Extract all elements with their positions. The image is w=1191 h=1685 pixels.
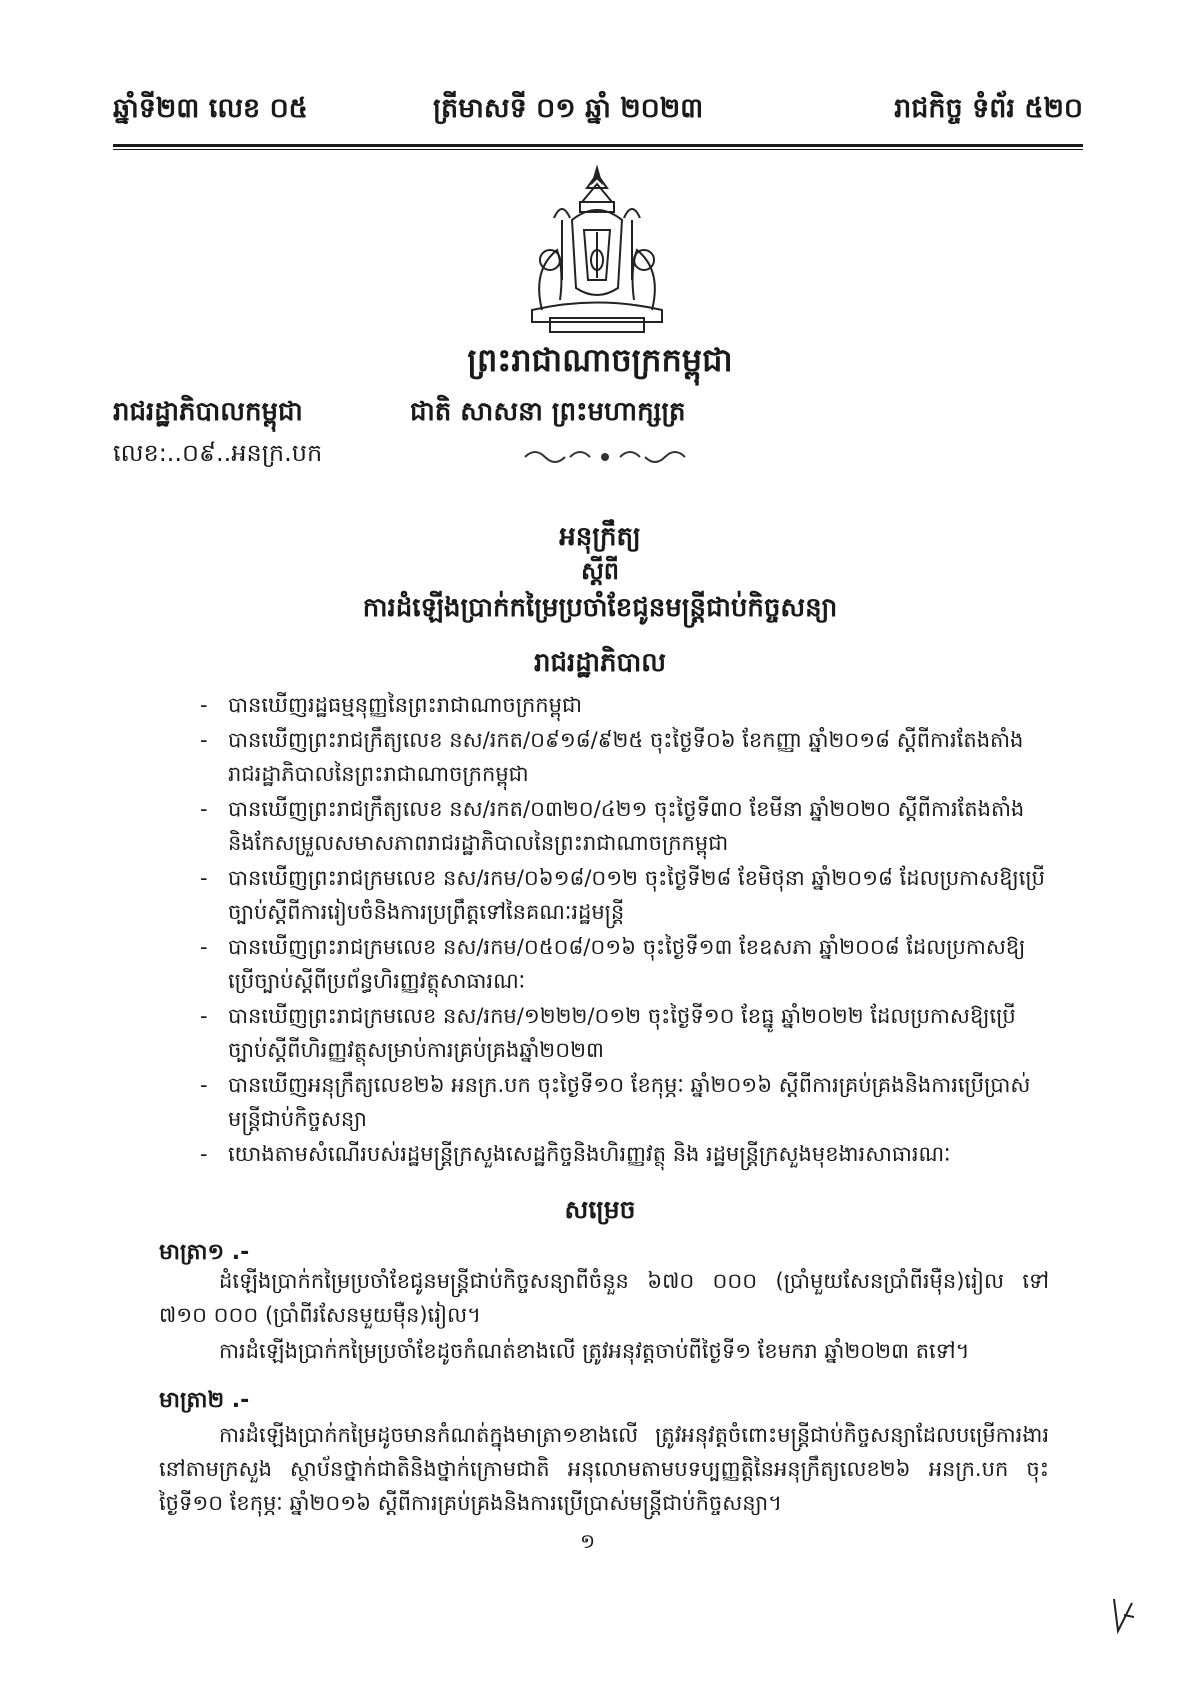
bullet-dash: - <box>200 866 208 890</box>
gazette-header <box>113 92 1083 142</box>
bullet-dash: - <box>200 1073 208 1097</box>
list-item: - យោងតាមសំណើរបស់រដ្ឋមន្ត្រីក្រសួងសេដ្ឋកិច្ចនិងហិរញ្ញវត្ថុ និង រដ្ឋមន្ត្រីក្រសួងមុខងារសាធារណៈ <box>228 1137 1048 1171</box>
gazette-issue: ឆ្នាំទី២៣ លេខ ០៥ <box>113 93 308 124</box>
kingdom-title: ព្រះរាជាណាចក្រកម្ពុជា <box>467 341 733 379</box>
article-2-paragraph-1: ការដំឡើងប្រាក់កម្រៃដូចមានកំណត់ក្នុងមាត្រា១ខាងលើ ត្រូវអនុវត្តចំពោះមន្ត្រីជាប់កិច្ចសន្យាដែលបម្រើការងារនៅតាមក្រសួង ស្ថាប័នថ្នាក់ជាតិនិងថ្នាក់ក្រោមជាតិ អនុលោមតាមបទប្បញ្ញត្តិនៃអនុក្រឹត្យលេខ២៦ អនក្រ.បក ចុះថ្ងៃទី១០ ខែកុម្ភៈ ឆ្នាំ២០១៦ ស្តីពីការគ្រប់គ្រងនិងការប្រើប្រាស់មន្ត្រីជាប់កិច្ចសន្យា។ <box>159 1423 1049 1515</box>
page-number: ១ <box>580 1529 596 1553</box>
list-item: - បានឃើញអនុក្រឹត្យលេខ២៦ អនក្រ.បក ចុះថ្ងៃទី១០ ខែកុម្ភៈ ឆ្នាំ២០១៦ ស្តីពីការគ្រប់គ្រងនិងការប្រើប្រាស់មន្ត្រីជាប់កិច្ចសន្យា <box>228 1068 1048 1136</box>
article-1-paragraph-1: ដំឡើងប្រាក់កម្រៃប្រចាំខែជូនមន្ត្រីជាប់កិច្ចសន្យាពីចំនួន ៦៧០ ០០០ (ប្រាំមួយសែនប្រាំពីរម៉ឺន)រៀល ទៅ ៧១០ ០០០ (ប្រាំពីរសែនមួយម៉ឺន)រៀល។ <box>159 1269 1049 1327</box>
initial-mark-icon <box>1108 1595 1138 1635</box>
decree-on: ស្តីពី <box>580 557 620 585</box>
government-name: រាជរដ្ឋាភិបាលកម្ពុជា <box>113 397 303 427</box>
gazette-quarter: ត្រីមាសទី ០១ ឆ្នាំ ២០២៣ <box>433 93 704 124</box>
bullet-dash: - <box>200 935 208 959</box>
decree-subject: ការដំឡើងប្រាក់កម្រៃប្រចាំខែជូនមន្ត្រីជាប់កិច្ចសន្យា <box>362 593 838 623</box>
list-item: - បានឃើញព្រះរាជក្រឹត្យលេខ នស/រកត/០៩១៨/៩២៥ ចុះថ្ងៃទី០៦ ខែកញ្ញា ឆ្នាំ២០១៨ ស្តីពីការតែងតាំងរាជរដ្ឋាភិបាលនៃព្រះរាជាណាចក្រកម្ពុជា <box>228 723 1048 791</box>
list-item: - បានឃើញព្រះរាជក្រមលេខ នស/រកម/១២២២/០១២ ចុះថ្ងៃទី១០ ខែធ្នូ ឆ្នាំ២០២២ ដែលប្រកាសឱ្យប្រើច្បាប់ស្តីពីហិរញ្ញវត្ថុសម្រាប់ការគ្រប់គ្រងឆ្នាំ២០២៣ <box>228 999 1048 1067</box>
royal-coat-of-arms-icon <box>502 160 692 340</box>
gazette-page: រាជកិច្ច ទំព័រ ៥២០ <box>894 93 1083 124</box>
list-item: - បានឃើញរដ្ឋធម្មនុញ្ញនៃព្រះរាជាណាចក្រកម្ពុជា <box>228 688 1048 722</box>
list-item: - បានឃើញព្រះរាជក្រមលេខ នស/រកម/០៦១៨/០១២ ចុះថ្ងៃទី២៨ ខែមិថុនា ឆ្នាំ២០១៨ ដែលប្រកាសឱ្យប្រើច្បាប់ស្តីពីការរៀបចំនិងការប្រព្រឹត្តទៅនៃគណៈរដ្ឋមន្ត្រី <box>228 861 1048 929</box>
bullet-dash: - <box>200 1142 208 1166</box>
document-number: លេខ:..០៩..អនក្រ.បក <box>113 439 323 467</box>
decision-heading: សម្រេច <box>564 1195 636 1224</box>
bullet-dash: - <box>200 1004 208 1028</box>
bullet-dash: - <box>200 797 208 821</box>
issuer-heading: រាជរដ្ឋាភិបាល <box>533 648 667 678</box>
national-motto: ជាតិ សាសនា ព្រះមហាក្សត្រ <box>410 397 686 427</box>
considerations-list <box>200 688 1048 1172</box>
article-1-paragraph-2: ការដំឡើងប្រាក់កម្រៃប្រចាំខែដូចកំណត់ខាងលើ ត្រូវអនុវត្តចាប់ពីថ្ងៃទី១ ខែមករា ឆ្នាំ២០២៣ តទៅ។ <box>219 1339 970 1363</box>
list-item: - បានឃើញព្រះរាជក្រមលេខ នស/រកម/០៥០៨/០១៦ ចុះថ្ងៃទី១៣ ខែឧសភា ឆ្នាំ២០០៨ ដែលប្រកាសឱ្យប្រើច្បាប់ស្តីពីប្រព័ន្ធហិរញ្ញវត្ថុសាធារណៈ <box>228 930 1048 998</box>
list-item: - បានឃើញព្រះរាជក្រឹត្យលេខ នស/រកត/០៣២០/៤២១ ចុះថ្ងៃទី៣០ ខែមីនា ឆ្នាំ២០២០ ស្តីពីការតែងតាំងនិងកែសម្រួលសមាសភាពរាជរដ្ឋាភិបាលនៃព្រះរាជាណាចក្រកម្ពុជា <box>228 792 1048 860</box>
article-1-heading: មាត្រា១ .- <box>159 1240 250 1265</box>
article-2-heading: មាត្រា២ .- <box>159 1388 250 1413</box>
bullet-dash: - <box>200 728 208 752</box>
tacteing-ornament-icon <box>520 445 690 467</box>
header-rule-thin <box>113 149 1083 150</box>
bullet-dash: - <box>200 693 208 717</box>
decree-type: អនុក្រឹត្យ <box>559 522 641 552</box>
header-rule <box>113 144 1083 147</box>
